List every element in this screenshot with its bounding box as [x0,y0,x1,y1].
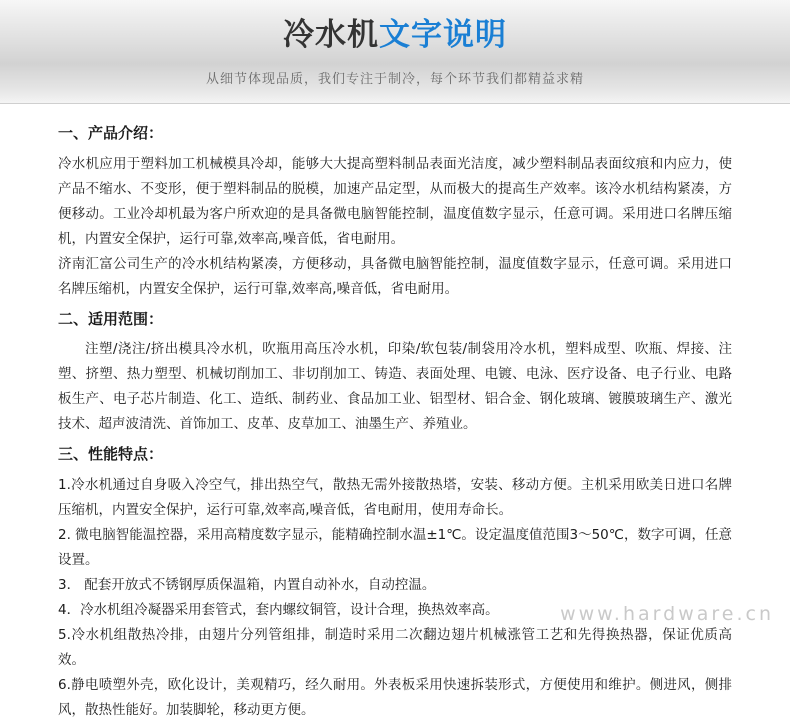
watermark: www.hardware.cn [560,603,774,625]
paragraph: 2. 微电脑智能温控器，采用高精度数字显示，能精确控制水温±1℃。设定温度值范围3～50℃，数字可调，任意设置。 [58,526,732,568]
paragraph: 1.冷水机通过自身吸入冷空气，排出热空气，散热无需外接散热塔，安装、移动方便。主机采用欧美日进口名牌压缩机，内置安全保护，运行可靠,效率高,噪音低，省电耐用，使用寿命长。 [58,476,732,518]
page-title-plain: 冷水机 [283,17,379,53]
section-heading: 二、适用范围： [58,309,164,328]
section-heading: 三、性能特点： [58,445,164,463]
section-heading: 一、产品介绍： [58,124,164,142]
article-body [0,104,790,723]
page-title-accent: 文字说明 [379,17,507,53]
paragraph: 冷水机应用于塑料加工机械模具冷却，能够大大提高塑料制品表面光洁度，减少塑料制品表面纹痕和内应力，使产品不缩水、不变形，便于塑料制品的脱模，加速产品定型，从而极大的提高生产效率。该冷水机结构紧凑，方便移动。工业冷却机最为客户所欢迎的是具备微电脑智能控制，温度值数字显示，任意可调。采用进口名牌压缩机，内置安全保护，运行可靠,效率高,噪音低，省电耐用。 [58,155,732,247]
section-product-intro [58,122,732,302]
paragraph: 注塑/浇注/挤出模具冷水机，吹瓶用高压冷水机，印染/软包装/制袋用冷水机，塑料成型、吹瓶、焊接、注塑、挤塑、热力塑型、机械切削加工、非切削加工、铸造、表面处理、电镀、电泳、医疗设备、电子行业、电路板生产、电子芯片制造、化工、造纸、制药业、食品加工业、铝型材、铝合金、钢化玻璃、镀膜玻璃生产、激光技术、超声波清洗、首饰加工、皮革、皮草加工、油墨生产、养殖业。 [58,341,732,432]
paragraph: 5.冷水机组散热冷排，由翅片分列管组排，制造时采用二次翻边翅片机械涨管工艺和先得换热器，保证优质高效。 [58,626,732,668]
paragraph: 济南汇富公司生产的冷水机结构紧凑，方便移动，具备微电脑智能控制，温度值数字显示，任意可调。采用进口名牌压缩机，内置安全保护，运行可靠,效率高,噪音低，省电耐用。 [58,255,732,297]
header-banner [0,0,790,104]
section-application-scope [58,308,732,438]
paragraph: 3． 配套开放式不锈钢厚质保温箱，内置自动补水，自动控温。 [58,576,436,593]
page-subtitle: 从细节体现品质，我们专注于制冷，每个环节我们都精益求精 [205,71,584,87]
page-title [0,0,790,54]
paragraph: 4．冷水机组冷凝器采用套管式，套内螺纹铜管，设计合理，换热效率高。 [58,601,499,618]
section-performance-features [58,443,732,723]
paragraph: 6.静电喷塑外壳，欧化设计，美观精巧，经久耐用。外表板采用快速拆装形式，方便使用和维护。侧进风，侧排风，散热性能好。加装脚轮，移动更方便。 [58,676,732,718]
